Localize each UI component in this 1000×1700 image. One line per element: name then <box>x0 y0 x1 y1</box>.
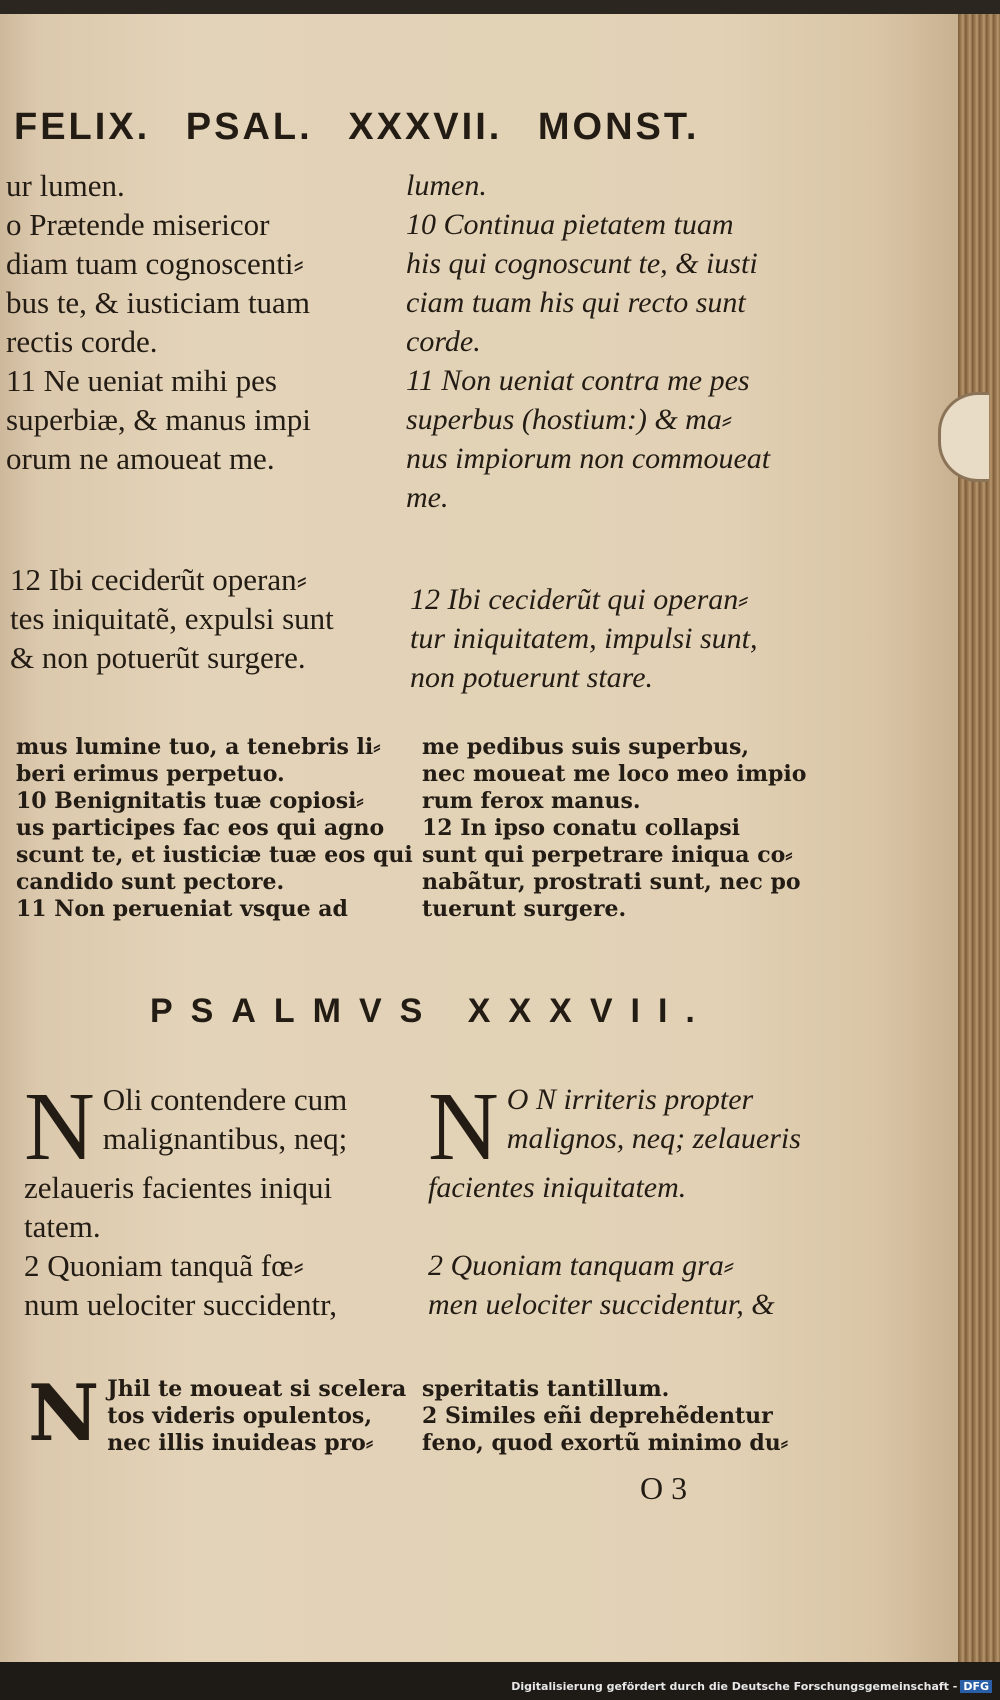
text-line: 11 Non perueniat vsque ad <box>16 896 348 922</box>
text-line: 12 Ibi ceciderũt qui operan⸗ <box>410 583 749 616</box>
text-line: ciam tuam his qui recto sunt <box>406 286 746 319</box>
text-line: Oli contendere cum <box>102 1082 348 1117</box>
text-line: facientes iniquitatem. <box>428 1171 687 1204</box>
page-number: O 3 <box>640 1470 688 1506</box>
text-line: nec illis inuideas pro⸗ <box>107 1430 374 1456</box>
psalm37-left-column <box>24 1073 394 1324</box>
text-line: men uelociter succidentur, & <box>428 1288 775 1321</box>
digitization-credit <box>511 1680 992 1693</box>
initial-letter: N <box>24 1073 95 1181</box>
text-line: tuerunt surgere. <box>422 896 627 922</box>
text-line: 10 Continua pietatem tuam <box>406 208 734 241</box>
text-line: & non potuerũt surgere. <box>10 640 306 675</box>
verse12-left-column <box>10 560 380 677</box>
text-line: superbus (hostium:) & ma⸗ <box>406 403 732 436</box>
dfg-logo: DFG <box>960 1680 992 1693</box>
text-line: sunt qui perpetrare iniqua co⸗ <box>422 842 793 868</box>
text-line: his qui cognoscunt te, & iusti <box>406 247 758 280</box>
psalm37-right-column <box>428 1073 828 1324</box>
psalm37-paraphrase-right <box>422 1376 822 1457</box>
text-line: ur lumen. <box>6 168 125 203</box>
text-line: tatem. <box>24 1209 101 1244</box>
text-line: superbiæ, & manus impi <box>6 402 311 437</box>
text-line: tos videris opulentos, <box>107 1403 372 1429</box>
text-line: non potuerunt stare. <box>410 661 654 694</box>
text-line: tur iniquitatem, impulsi sunt, <box>410 622 758 655</box>
text-line: nec moueat me loco meo impio <box>422 761 807 787</box>
text-line: 12 Ibi ceciderũt operan⸗ <box>10 562 307 597</box>
text-line: mus lumine tuo, a tenebris li⸗ <box>16 734 381 760</box>
text-line: rectis corde. <box>6 324 158 359</box>
text-line: nabãtur, prostrati sunt, nec po <box>422 869 801 895</box>
upper-right-column <box>406 166 826 517</box>
text-line: diam tuam cognoscenti⸗ <box>6 246 304 281</box>
text-line: o Prætende misericor <box>6 207 270 242</box>
text-line <box>428 1207 828 1246</box>
running-head-felix: FELIX. <box>14 106 151 148</box>
running-head-monst: MONST. <box>537 106 700 148</box>
text-line: 10 Benignitatis tuæ copiosi⸗ <box>16 788 364 814</box>
text-line: 11 Ne ueniat mihi pes <box>6 363 277 398</box>
text-line: tes iniquitatẽ, expulsi sunt <box>10 601 334 636</box>
verse12-right-column <box>410 580 830 697</box>
running-head-number: XXXVII. <box>348 106 503 148</box>
text-line: 12 In ipso conatu collapsi <box>422 815 740 841</box>
text-line: lumen. <box>406 169 487 202</box>
text-line: malignantibus, neq; <box>102 1121 348 1156</box>
text-line: malignos, neq; zelaueris <box>506 1122 801 1155</box>
running-head-psal: PSAL. <box>185 106 313 148</box>
text-line: 2 Quoniam tanquã fœ⸗ <box>24 1248 304 1283</box>
running-head <box>14 106 721 149</box>
text-line: num uelociter succidentr, <box>24 1287 337 1322</box>
text-line: corde. <box>406 325 481 358</box>
psalm-title: PSALMVS XXXVII. <box>150 992 713 1030</box>
text-line: candido sunt pectore. <box>16 869 285 895</box>
text-line: feno, quod exortũ minimo du⸗ <box>422 1430 789 1456</box>
text-line: beri erimus perpetuo. <box>16 761 285 787</box>
text-line: 2 Quoniam tanquam gra⸗ <box>428 1249 734 1282</box>
text-line: 2 Similes eñi deprehẽdentur <box>422 1403 773 1429</box>
text-line: me pedibus suis superbus, <box>422 734 750 760</box>
initial-letter: N <box>28 1368 100 1459</box>
text-line: scunt te, et iusticiæ tuæ eos qui <box>16 842 413 868</box>
initial-letter: N <box>428 1073 499 1181</box>
text-line: rum ferox manus. <box>422 788 641 814</box>
text-line: bus te, & iusticiam tuam <box>6 285 310 320</box>
paraphrase-left-column <box>16 734 413 923</box>
text-line: Jhil te moueat si scelera <box>107 1376 407 1402</box>
credit-text: Digitalisierung gefördert durch die Deutsche Forschungsgemeinschaft - <box>511 1680 958 1693</box>
page-edge <box>958 14 1000 1662</box>
text-line: us participes fac eos qui agno <box>16 815 385 841</box>
text-line: zelaueris facientes iniqui <box>24 1170 333 1205</box>
paraphrase-right-column <box>422 734 822 923</box>
text-line: nus impiorum non commoueat <box>406 442 771 475</box>
text-line: orum ne amoueat me. <box>6 441 275 476</box>
upper-left-column <box>6 166 376 478</box>
text-line: O N irriteris propter <box>506 1083 754 1116</box>
text-line: speritatis tantillum. <box>422 1376 670 1402</box>
book-page <box>0 14 958 1662</box>
text-line: 11 Non ueniat contra me pes <box>406 364 750 397</box>
text-line: me. <box>406 481 449 514</box>
psalm37-paraphrase-left <box>28 1368 408 1459</box>
